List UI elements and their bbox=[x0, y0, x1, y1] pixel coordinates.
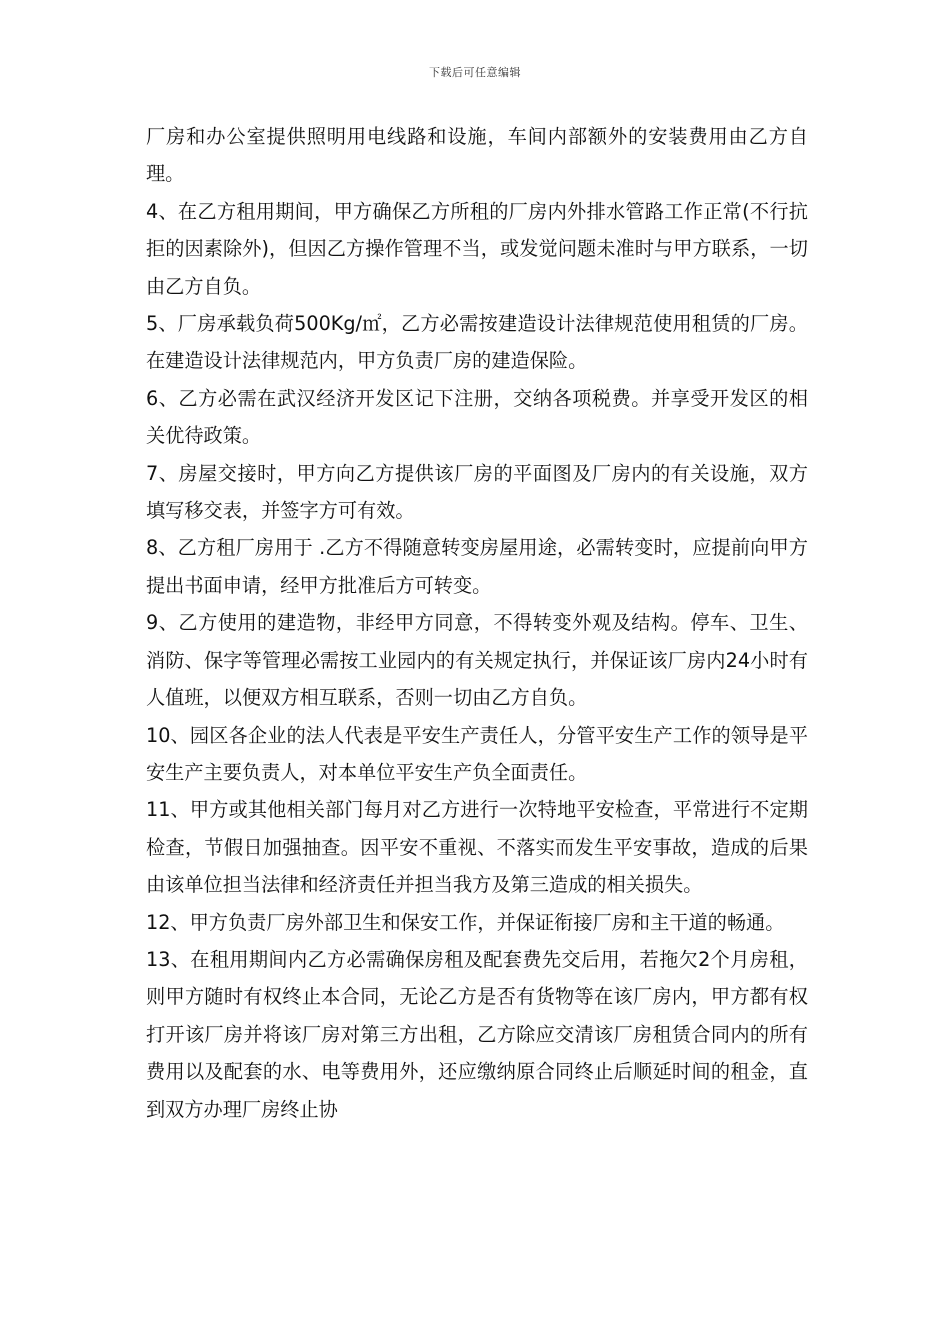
paragraph-clause-5: 5、厂房承载负荷500Kg/㎡，乙方必需按建造设计法律规范使用租赁的厂房。在建造设计法律规范内，甲方负责厂房的建造保险。 bbox=[146, 312, 808, 373]
paragraph-clause-9: 9、乙方使用的建造物，非经甲方同意，不得转变外观及结构。停车、卫生、消防、保字等管理必需按工业园内的有关规定执行，并保证该厂房内24小时有人值班，以便双方相互联系，否则一切由乙方自负。 bbox=[146, 611, 808, 710]
paragraph-clause-7: 7、房屋交接时，甲方向乙方提供该厂房的平面图及厂房内的有关设施，双方填写移交表，并签字方可有效。 bbox=[146, 461, 808, 523]
page-header: 下载后可任意编辑 bbox=[429, 66, 521, 79]
paragraph-clause-12: 12、甲方负责厂房外部卫生和保安工作，并保证衔接厂房和主干道的畅通。 bbox=[146, 910, 785, 934]
paragraph-clause-4: 4、在乙方租用期间，甲方确保乙方所租的厂房内外排水管路工作正常(不行抗拒的因素除外)，但因乙方操作管理不当，或发觉问题未准时与甲方联系，一切由乙方自负。 bbox=[146, 199, 808, 298]
paragraph-clause-8: 8、乙方租厂房用于 .乙方不得随意转变房屋用途，必需转变时，应提前向甲方提出书面申请，经甲方批准后方可转变。 bbox=[146, 536, 808, 597]
paragraph-clause-10: 10、园区各企业的法人代表是平安生产责任人，分管平安生产工作的领导是平安生产主要负责人，对本单位平安生产负全面责任。 bbox=[146, 723, 808, 784]
document-body bbox=[146, 118, 808, 1128]
paragraph-clause-6: 6、乙方必需在武汉经济开发区记下注册，交纳各项税费。并享受开发区的相关优待政策。 bbox=[146, 386, 808, 448]
paragraph-clause-13: 13、在租用期间内乙方必需确保房租及配套费先交后用，若拖欠2个月房租，则甲方随时有权终止本合同，无论乙方是否有货物等在该厂房内，甲方都有权打开该厂房并将该厂房对第三方出租，乙方除应交清该厂房租赁合同内的所有费用以及配套的水、电等费用外，还应缴纳原合同终止后顺延时间的租金，直到双方办理厂房终止协 bbox=[146, 947, 808, 1121]
paragraph-intro: 厂房和办公室提供照明用电线路和设施，车间内部额外的安装费用由乙方自理。 bbox=[146, 125, 808, 186]
paragraph-clause-11: 11、甲方或其他相关部门每月对乙方进行一次特地平安检查，平常进行不定期检查，节假日加强抽查。因平安不重视、不落实而发生平安事故，造成的后果由该单位担当法律和经济责任并担当我方及第三造成的相关损失。 bbox=[146, 798, 808, 897]
